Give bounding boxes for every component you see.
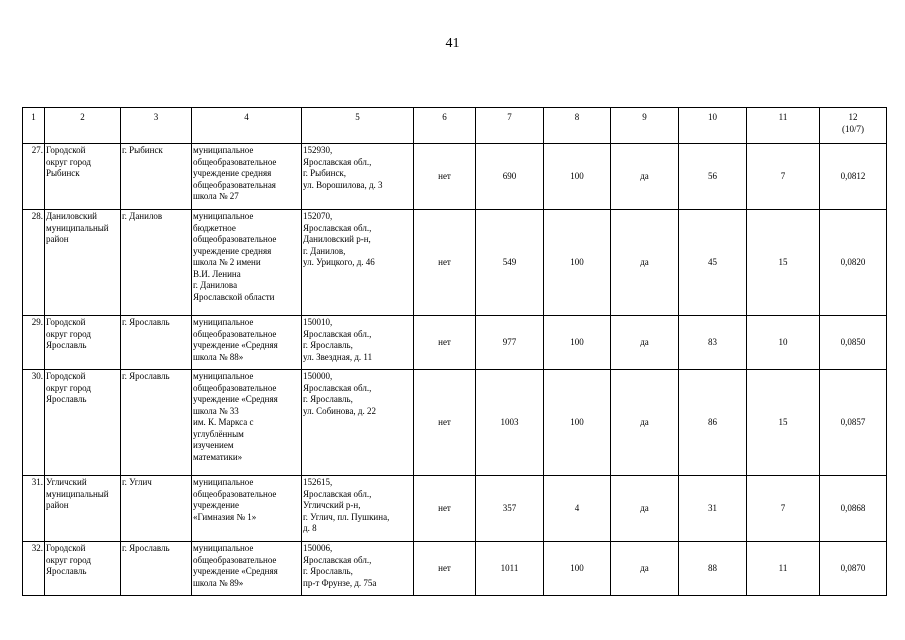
address-cell: 152930, Ярославская обл., г. Рыбинск, ул. Ворошилова, д. 3 — [302, 144, 414, 210]
header-cell-12 — [820, 108, 887, 144]
col8-cell: 4 — [544, 476, 611, 542]
col7-cell: 1011 — [476, 542, 544, 596]
col12-cell: 0,0820 — [820, 210, 887, 316]
row-number: 30. — [23, 370, 45, 476]
address-cell: 150006, Ярославская обл., г. Ярославль, пр-т Фрунзе, д. 75а — [302, 542, 414, 596]
address-cell: 150000, Ярославская обл., г. Ярославль, ул. Собинова, д. 22 — [302, 370, 414, 476]
page-number: 41 — [445, 36, 460, 51]
header-cell: 2 — [45, 108, 121, 144]
header-cell: 5 — [302, 108, 414, 144]
header-cell: 1 — [23, 108, 45, 144]
district-cell: Городской округ город Ярославль — [45, 542, 121, 596]
header-cell: 7 — [476, 108, 544, 144]
district-cell: Угличский муниципальный район — [45, 476, 121, 542]
table-row — [23, 370, 887, 476]
col12-cell: 0,0870 — [820, 542, 887, 596]
col6-cell: нет — [414, 542, 476, 596]
col9-cell: да — [611, 542, 679, 596]
col8-cell: 100 — [544, 316, 611, 370]
col6-cell: нет — [414, 316, 476, 370]
table-row — [23, 316, 887, 370]
col8-cell: 100 — [544, 144, 611, 210]
city-cell: г. Углич — [121, 476, 192, 542]
col12-cell: 0,0812 — [820, 144, 887, 210]
col10-cell: 86 — [679, 370, 747, 476]
col6-cell: нет — [414, 210, 476, 316]
row-number: 31. — [23, 476, 45, 542]
col10-cell: 45 — [679, 210, 747, 316]
col11-cell: 7 — [747, 144, 820, 210]
city-cell: г. Рыбинск — [121, 144, 192, 210]
data-table — [22, 107, 887, 596]
col8-cell: 100 — [544, 370, 611, 476]
table-row — [23, 144, 887, 210]
col11-cell: 15 — [747, 370, 820, 476]
school-cell: муниципальное общеобразовательное учреждение средняя общеобразовательная школа № 27 — [192, 144, 302, 210]
col9-cell: да — [611, 210, 679, 316]
header-cell-label: 12 — [848, 112, 858, 122]
col7-cell: 1003 — [476, 370, 544, 476]
city-cell: г. Ярославль — [121, 316, 192, 370]
school-cell: муниципальное общеобразовательное учреждение «Гимназия № 1» — [192, 476, 302, 542]
table-row — [23, 210, 887, 316]
col10-cell: 56 — [679, 144, 747, 210]
col11-cell: 7 — [747, 476, 820, 542]
col11-cell: 15 — [747, 210, 820, 316]
district-cell: Даниловский муниципальный район — [45, 210, 121, 316]
city-cell: г. Ярославль — [121, 542, 192, 596]
school-cell: муниципальное общеобразовательное учреждение «Средняя школа № 33 им. К. Маркса с углублённым изучением математики» — [192, 370, 302, 476]
header-cell: 9 — [611, 108, 679, 144]
col10-cell: 83 — [679, 316, 747, 370]
col9-cell: да — [611, 370, 679, 476]
address-cell: 152615, Ярославская обл., Угличский р-н, г. Углич, пл. Пушкина, д. 8 — [302, 476, 414, 542]
district-cell: Городской округ город Ярославль — [45, 370, 121, 476]
col12-cell: 0,0868 — [820, 476, 887, 542]
row-number: 27. — [23, 144, 45, 210]
col10-cell: 88 — [679, 542, 747, 596]
col7-cell: 690 — [476, 144, 544, 210]
col10-cell: 31 — [679, 476, 747, 542]
table-row — [23, 476, 887, 542]
col8-cell: 100 — [544, 210, 611, 316]
city-cell: г. Ярославль — [121, 370, 192, 476]
school-cell: муниципальное бюджетное общеобразовательное учреждение средняя школа № 2 имени В.И. Ленина г. Данилова Ярославской области — [192, 210, 302, 316]
header-cell: 6 — [414, 108, 476, 144]
school-cell: муниципальное общеобразовательное учреждение «Средняя школа № 88» — [192, 316, 302, 370]
header-cell: 8 — [544, 108, 611, 144]
col12-cell: 0,0857 — [820, 370, 887, 476]
district-cell: Городской округ город Ярославль — [45, 316, 121, 370]
col9-cell: да — [611, 144, 679, 210]
header-cell: 11 — [747, 108, 820, 144]
col11-cell: 11 — [747, 542, 820, 596]
row-number: 29. — [23, 316, 45, 370]
col7-cell: 977 — [476, 316, 544, 370]
table-row — [23, 542, 887, 596]
col7-cell: 357 — [476, 476, 544, 542]
district-cell: Городской округ город Рыбинск — [45, 144, 121, 210]
col12-cell: 0,0850 — [820, 316, 887, 370]
header-row — [23, 108, 887, 144]
header-cell: 4 — [192, 108, 302, 144]
row-number: 32. — [23, 542, 45, 596]
header-cell-sub: (10/7) — [842, 123, 864, 134]
col6-cell: нет — [414, 476, 476, 542]
city-cell: г. Данилов — [121, 210, 192, 316]
school-cell: муниципальное общеобразовательное учреждение «Средняя школа № 89» — [192, 542, 302, 596]
col9-cell: да — [611, 476, 679, 542]
header-cell: 10 — [679, 108, 747, 144]
col11-cell: 10 — [747, 316, 820, 370]
row-number: 28. — [23, 210, 45, 316]
col9-cell: да — [611, 316, 679, 370]
col7-cell: 549 — [476, 210, 544, 316]
col6-cell: нет — [414, 370, 476, 476]
header-cell: 3 — [121, 108, 192, 144]
col8-cell: 100 — [544, 542, 611, 596]
col6-cell: нет — [414, 144, 476, 210]
address-cell: 152070, Ярославская обл., Даниловский р-н, г. Данилов, ул. Урицкого, д. 46 — [302, 210, 414, 316]
address-cell: 150010, Ярославская обл., г. Ярославль, ул. Звездная, д. 11 — [302, 316, 414, 370]
